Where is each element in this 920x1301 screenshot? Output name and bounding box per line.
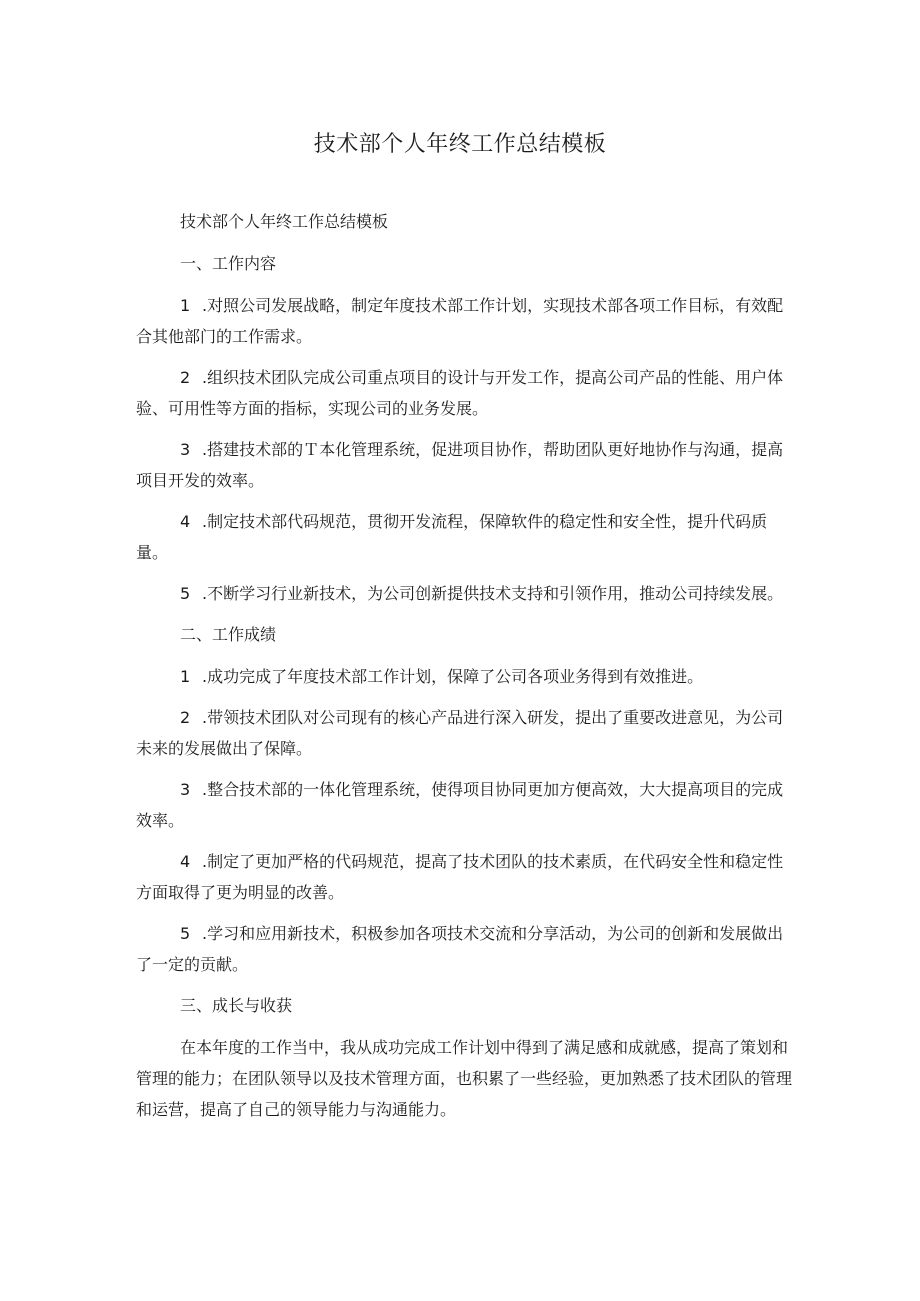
list-item — [136, 290, 796, 352]
body-paragraph: 在本年度的工作当中，我从成功完成工作计划中得到了满足感和成就感，提高了策划和管理的能力；在团队领导以及技术管理方面，也积累了一些经验，更加熟悉了技术团队的管理和运营，提高了自己的领导能力与沟通能力。 — [136, 1038, 793, 1119]
item-text: .搭建技术部的Ｔ本化管理系统，促进项目协作，帮助团队更好地协作与沟通，提高项目开发的效率。 — [136, 440, 784, 490]
item-number: 4 — [180, 512, 191, 531]
list-item — [136, 918, 796, 980]
list-item — [136, 578, 796, 609]
subtitle: 技术部个人年终工作总结模板 — [180, 212, 389, 231]
item-text: .组织技术团队完成公司重点项目的设计与开发工作，提高公司产品的性能、用户体验、可用性等方面的指标，实现公司的业务发展。 — [136, 368, 784, 418]
item-number: 2 — [180, 708, 191, 727]
section-heading: 三、成长与收获 — [180, 996, 293, 1015]
list-item — [136, 846, 796, 908]
list-item — [136, 362, 796, 424]
item-text: .对照公司发展战略，制定年度技术部工作计划，实现技术部各项工作目标，有效配合其他部门的工作需求。 — [136, 296, 784, 346]
section-heading: 二、工作成绩 — [180, 625, 277, 644]
item-number: 1 — [180, 296, 191, 315]
item-text: .整合技术部的一体化管理系统，使得项目协同更加方便高效，大大提高项目的完成效率。 — [136, 780, 784, 830]
list-item — [136, 774, 796, 836]
item-number: 3 — [180, 780, 191, 799]
document-body — [136, 206, 796, 1135]
item-text: .成功完成了年度技术部工作计划，保障了公司各项业务得到有效推进。 — [202, 667, 704, 686]
list-item — [136, 434, 796, 496]
list-item — [136, 506, 796, 568]
list-item — [136, 702, 796, 764]
item-number: 4 — [180, 852, 191, 871]
item-number: 3 — [180, 440, 191, 459]
item-number: 1 — [180, 667, 191, 686]
item-number: 5 — [180, 584, 191, 603]
item-number: 5 — [180, 924, 191, 943]
item-number: 2 — [180, 368, 191, 387]
item-text: .制定技术部代码规范，贯彻开发流程，保障软件的稳定性和安全性，提升代码质量。 — [136, 512, 768, 562]
item-text: .学习和应用新技术，积极参加各项技术交流和分享活动，为公司的创新和发展做出了一定的贡献。 — [136, 924, 784, 974]
item-text: .制定了更加严格的代码规范，提高了技术团队的技术素质，在代码安全性和稳定性方面取得了更为明显的改善。 — [136, 852, 784, 902]
document-title: 技术部个人年终工作总结模板 — [313, 132, 607, 157]
section-heading: 一、工作内容 — [180, 254, 277, 273]
item-text: .不断学习行业新技术，为公司创新提供技术支持和引领作用，推动公司持续发展。 — [202, 584, 784, 603]
list-item — [136, 661, 796, 692]
item-text: .带领技术团队对公司现有的核心产品进行深入研发，提出了重要改进意见，为公司未来的发展做出了保障。 — [136, 708, 784, 758]
